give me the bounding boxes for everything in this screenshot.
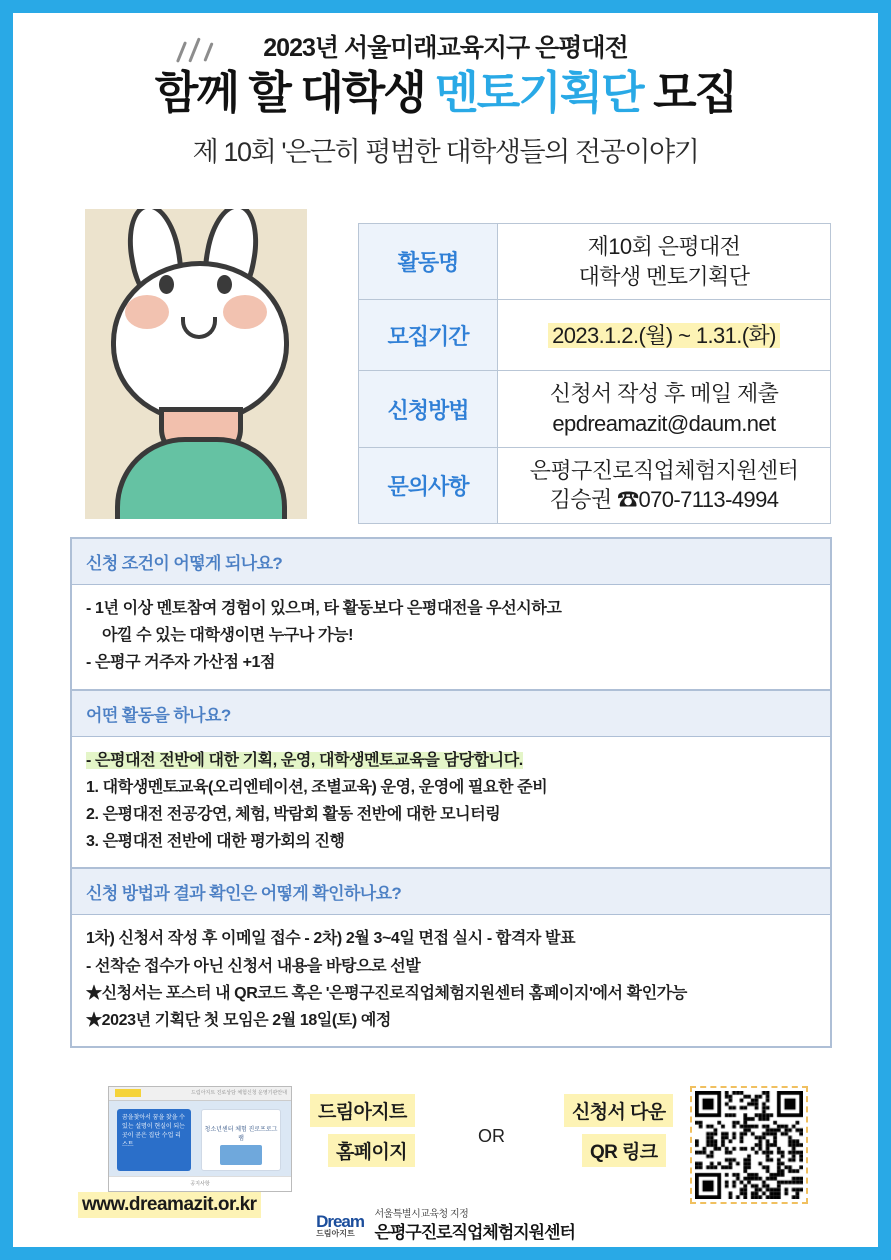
info-row-value (498, 371, 831, 447)
info-row-value-line: epdreamazit@daum.net (552, 411, 776, 437)
info-table-row (359, 371, 831, 447)
title-part-2: 모집 (642, 66, 737, 118)
logo-mark-line2: 드림아지트 (316, 1229, 355, 1239)
chip-apply-download: 신청서 다운 (564, 1094, 673, 1127)
qa-answer-line: ★신청서는 포스터 내 QR코드 혹은 '은평구진로직업체험지원센터 홈페이지'에서 확인가능 (86, 984, 687, 1002)
qa-answer-text: - 은평대전 전반에 대한 기획, 운영, 대학생멘토교육을 담당합니다. (86, 751, 523, 769)
qa-answer (72, 737, 830, 869)
qa-answer-line: 1차) 신청서 작성 후 이메일 접수 - 2차) 2월 3~4일 면접 실시 - 합격자 발표 (86, 930, 576, 948)
poster-sheet (13, 13, 878, 1247)
thumbnail-white-card (201, 1109, 281, 1171)
info-row-value-line: 대학생 멘토기획단 (578, 263, 750, 289)
qa-answer-line: 아낄 수 있는 대학생이면 누구나 가능! (102, 627, 353, 645)
info-row-label: 신청방법 (359, 371, 498, 447)
eye-right-icon (217, 275, 232, 294)
info-row-label: 활동명 (359, 224, 498, 300)
qa-answer (72, 585, 830, 690)
page-title (13, 67, 878, 119)
info-table (358, 223, 831, 524)
title-highlight: 멘토기획단 (435, 66, 643, 118)
qa-answer-line: - 선착순 접수가 아닌 신청서 내용을 바탕으로 선발 (86, 957, 421, 975)
info-row-value-line: 김승권 ☎070-7113-4994 (549, 487, 779, 513)
thumbnail-card-title: 청소년센터 체험 진로프로그램 (204, 1127, 278, 1142)
info-table-row (359, 224, 831, 300)
qa-answer-line: 2. 은평대전 전공강연, 체험, 박람회 활동 전반에 대한 모니터링 (86, 805, 501, 823)
qr-code[interactable] (690, 1086, 808, 1204)
body-icon (115, 437, 287, 519)
info-row-value (498, 447, 831, 523)
qa-box (70, 537, 832, 1048)
chip-homepage: 홈페이지 (328, 1134, 415, 1167)
thumbnail-blue-card: 꿈을찾아서 꿈을 찾을 수 있는 설명이 현실이 되는 곳이 곧은 집단 수업 리스트 (117, 1109, 191, 1171)
speed-lines-icon (176, 37, 226, 65)
footer-line-1: 서울특별시교육청 지정 (374, 1209, 469, 1220)
qa-answer-line: ★2023년 기획단 첫 모임은 2월 18일(토) 예정 (86, 1011, 391, 1029)
qa-answer (72, 915, 830, 1046)
qa-question: 어떤 활동을 하나요? (72, 690, 830, 737)
info-row-value (498, 300, 831, 371)
links-section (70, 1078, 832, 1213)
eye-left-icon (159, 275, 174, 294)
footer-line-2: 은평구진로직업체험지원센터 (374, 1222, 575, 1242)
dreamazit-logo-icon (316, 1213, 364, 1238)
info-table-row (359, 300, 831, 371)
thumbnail-browser-bar: 드림아지트 진로상담 체험신청 운영기관안내 (109, 1087, 291, 1101)
qa-question: 신청 조건이 어떻게 되나요? (72, 539, 830, 585)
footer-logo (13, 1209, 878, 1243)
chip-dreamazit: 드림아지트 (310, 1094, 415, 1127)
poster-kicker: 2023년 서울미래교육지구 은평대전 (263, 34, 628, 62)
info-row-value-line: 은평구진로직업체험지원센터 (529, 457, 799, 483)
or-label: OR (478, 1126, 505, 1146)
info-row-value-line: 신청서 작성 후 메일 제출 (549, 381, 779, 407)
poster-subtitle: 제 10회 '은근히 평범한 대학생들의 전공이야기 (192, 137, 699, 168)
qa-answer-line: 3. 은평대전 전반에 대한 평가회의 진행 (86, 833, 345, 851)
qa-answer-line: - 은평구 거주자 가산점 +1점 (86, 654, 276, 672)
cheek-right-icon (223, 295, 267, 329)
title-part-1: 함께 할 대학생 (154, 66, 436, 118)
cheek-left-icon (125, 295, 169, 329)
thumbnail-card-box (220, 1145, 262, 1165)
info-row-label: 모집기간 (359, 300, 498, 371)
thumbnail-footer: 공지사항 (109, 1176, 291, 1191)
qa-answer-line (86, 747, 816, 774)
info-row-value-line: 제10회 은평대전 (587, 234, 741, 259)
chip-qr-link: QR 링크 (582, 1134, 666, 1167)
qa-question: 신청 방법과 결과 확인은 어떻게 확인하나요? (72, 868, 830, 915)
info-row-value (498, 224, 831, 300)
logo-mark-line1: Dream (316, 1212, 364, 1232)
poster-header (13, 13, 878, 169)
rabbit-head-icon (111, 261, 289, 423)
website-thumbnail[interactable] (108, 1086, 292, 1192)
info-row-value-line: 2023.1.2.(월) ~ 1.31.(화) (504, 321, 824, 351)
website-url[interactable]: www.dreamazit.or.kr (78, 1192, 261, 1218)
info-table-row (359, 447, 831, 523)
qa-answer-line: - 1년 이상 멘토참여 경험이 있으며, 타 활동보다 은평대전을 우선시하고 (86, 600, 562, 617)
mascot-illustration (85, 209, 307, 519)
qa-answer-line: 1. 대학생멘토교육(오리엔테이션, 조별교육) 운영, 운영에 필요한 준비 (86, 778, 548, 796)
info-row-label: 문의사항 (359, 447, 498, 523)
